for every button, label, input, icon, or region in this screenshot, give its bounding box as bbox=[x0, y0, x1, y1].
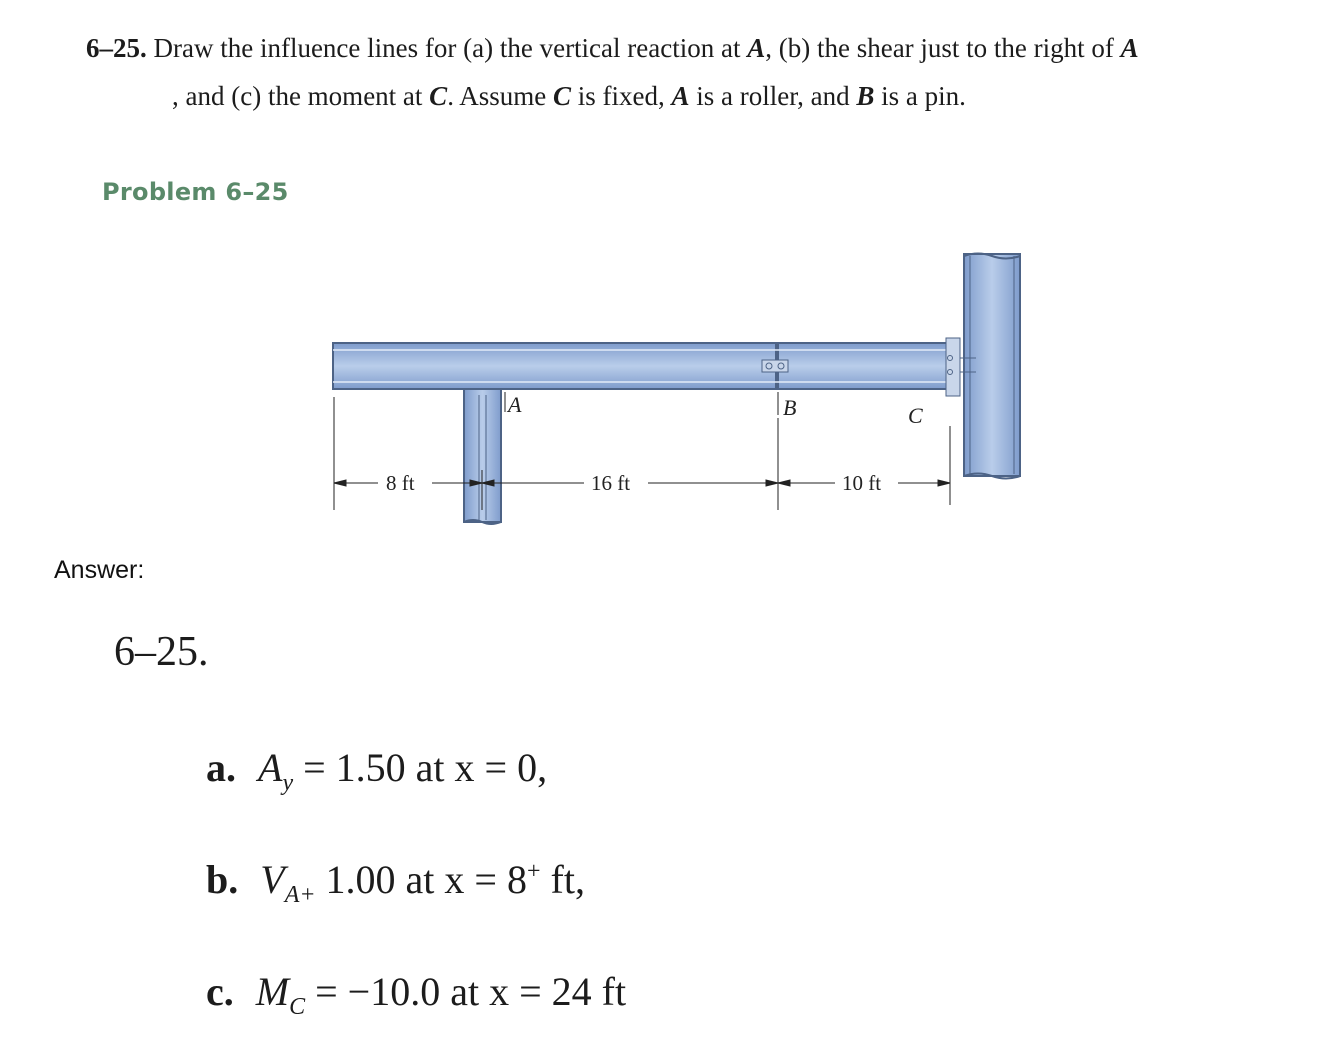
label-C: C bbox=[908, 403, 923, 428]
var-B: B bbox=[856, 81, 875, 111]
answer-c-label: c. bbox=[206, 969, 234, 1014]
var-A: A bbox=[671, 81, 690, 111]
wall-column-C bbox=[964, 254, 1020, 476]
var-A: A bbox=[747, 33, 766, 63]
problem-statement bbox=[86, 24, 1286, 120]
connection-C bbox=[946, 338, 960, 396]
answer-b-value: 1.00 at x = 8 bbox=[325, 857, 527, 902]
var-A: A bbox=[1120, 33, 1139, 63]
var-C: C bbox=[429, 81, 448, 111]
problem-text-1: Draw the influence lines for (a) the vertical reaction at bbox=[153, 33, 741, 63]
answer-c-symbol: M bbox=[255, 969, 290, 1014]
label-B: B bbox=[783, 395, 797, 420]
problem-text-6: is a roller, and bbox=[696, 81, 850, 111]
problem-text-2: , (b) the shear just to the right of bbox=[765, 33, 1114, 63]
label-A: A bbox=[508, 392, 522, 417]
dim-8ft: 8 ft bbox=[386, 471, 415, 495]
answer-label: Answer: bbox=[54, 556, 145, 584]
answer-c bbox=[206, 968, 626, 1021]
answer-b-sup: + bbox=[526, 858, 541, 885]
answer-c-value: = −10.0 at x = 24 ft bbox=[315, 969, 627, 1014]
dim-10ft: 10 ft bbox=[842, 471, 882, 495]
answer-b-symbol: V bbox=[260, 857, 285, 902]
problem-text-3: , and (c) the moment at bbox=[172, 81, 423, 111]
answer-a bbox=[206, 744, 547, 797]
problem-text-5: is fixed, bbox=[577, 81, 665, 111]
answer-a-sub: y bbox=[282, 770, 294, 796]
problem-text-4: . Assume bbox=[447, 81, 547, 111]
answer-a-symbol: A bbox=[258, 745, 283, 790]
problem-text-7: is a pin. bbox=[881, 81, 966, 111]
problem-heading: Problem 6–25 bbox=[102, 178, 289, 206]
dim-16ft: 16 ft bbox=[591, 471, 631, 495]
answer-b-tail: ft, bbox=[540, 857, 585, 902]
answer-a-label: a. bbox=[206, 745, 236, 790]
beam-figure bbox=[320, 240, 1040, 540]
problem-number: 6–25. bbox=[86, 33, 147, 63]
problem-line-2 bbox=[86, 72, 1286, 120]
answer-b-sub: A+ bbox=[284, 882, 316, 908]
answer-number: 6–25. bbox=[114, 629, 209, 675]
answer-a-value: = 1.50 at x = 0, bbox=[303, 745, 548, 790]
var-C: C bbox=[552, 81, 571, 111]
answer-b-label: b. bbox=[206, 857, 239, 902]
answer-c-sub: C bbox=[289, 994, 306, 1020]
answer-b bbox=[206, 856, 585, 909]
